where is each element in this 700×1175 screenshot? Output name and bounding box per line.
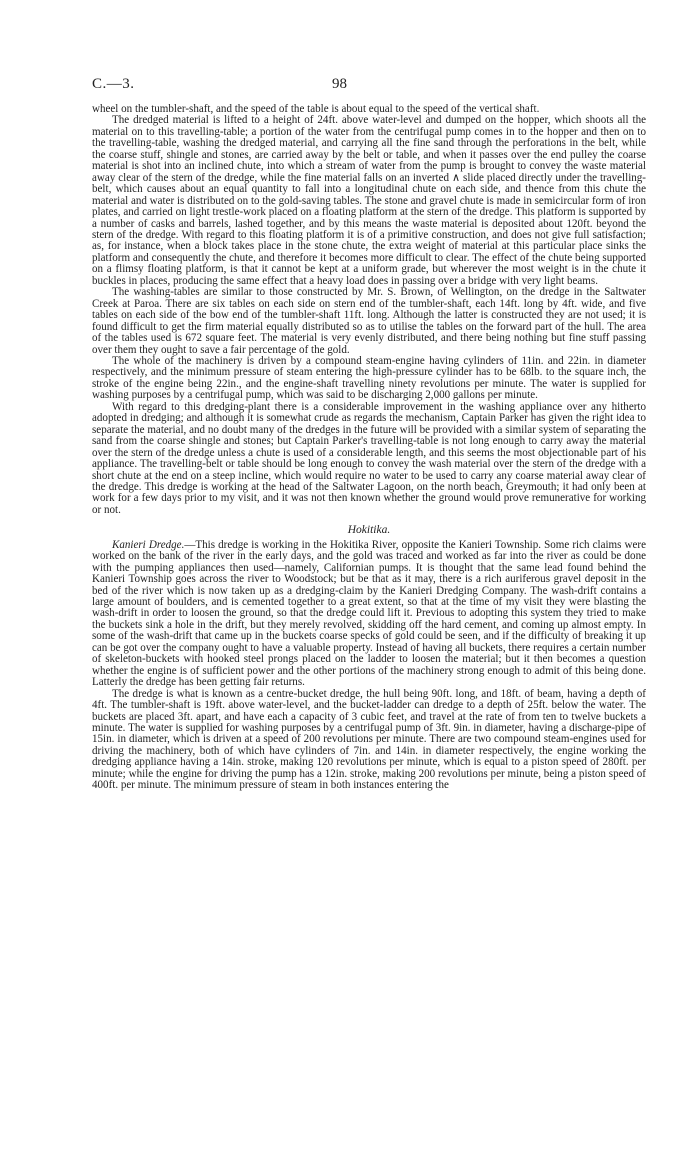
body-text (92, 104, 646, 792)
paragraph-kanieri (92, 540, 646, 689)
paragraph: The whole of the machinery is driven by a compound steam-engine having cylinders of 11in. and 22in. in diameter respectively, and the minimum pressure of steam entering the high-pressure cylinder has to be 68lb. to the square inch, the stroke of the engine being 22in., and the engine-shaft travelling ninety revolutions per minute. The water is supplied for washing purposes by a centrifugal pump, which was said to be discharging 2,000 gallons per minute. (92, 354, 646, 402)
paragraph-text: —This dredge is working in the Hokitika River, opposite the Kanieri Township. Some rich claims were worked on the bank of the river in the early days, and the gold was traced and worked as far into the river as could be done with the pumping appliances then used—namely, Californian pumps. It is thought that the same lead found behind the Kanieri Township goes across the river to Woodstock; but be that as it may, there is a rich auriferous gravel deposit in the bed of the river which is now taken up as a dredging-claim by the Kanieri Dredging Company. The wash-drift contains a large amount of boulders, and is cemented together to a great extent, so that at the time of my visit they were blasting the wash-drift in order to loosen the ground, so that the dredge could lift it. Previous to adopting this system they tried to make the buckets sink a hole in the drift, but they merely revolved, skidding off the hard cement, and coming up almost empty. In some of the wash-drift that came up in the buckets coarse specks of gold could be seen, and if the difficulty of breaking it up can be got over the company ought to have a valuable property. Instead of having all buckets, there requires a certain number of skeleton-buckets with hooked steel prongs placed on the ladder to loosen the material; but it then becomes a question whether the engine is of sufficient power and the other portions of the machinery strong enough to admit of this being done. Latterly the dredge has been getting fair returns. (92, 538, 647, 689)
paragraph: wheel on the tumbler-shaft, and the speed of the table is about equal to the speed of the vertical shaft. (92, 103, 540, 115)
run-in-heading: Kanieri Dredge. (112, 538, 185, 551)
paragraph: The washing-tables are similar to those constructed by Mr. S. Brown, of Wellington, on the dredge in the Saltwater Creek at Paroa. There are six tables on each side on stern end of the tumbler-shaft, each 14ft. long by 4ft. wide, and five tables on each side of the bow end of the tumbler-shaft 11ft. long. Although the latter is constructed they are not used; it is found difficult to get the firm material equally distributed so as to utilise the tables on the forward part of the hull. The area of the tables used is 672 square feet. The material is very evenly distributed, and there being nothing but fine stuff passing over them they ought to save a fair percentage of the gold. (92, 286, 646, 356)
paragraph: The dredge is what is known as a centre-bucket dredge, the hull being 90ft. long, and 18ft. of beam, having a depth of 4ft. The tumbler-shaft is 19ft. above water-level, and the bucket-ladder can dredge to a depth of 25ft. below the water. The buckets are placed 3ft. apart, and have each a capacity of 3 cubic feet, and travel at the rate of from ten to twelve buckets a minute. The water is supplied for washing purposes by a centrifugal pump of 3ft. 9in. in diameter, having a discharge-pipe of 15in. in diameter, which is driven at a speed of 200 revolutions per minute. There are two compound steam-engines used for driving the machinery, both of which have cylinders of 7in. and 14in. in diameter respectively, the engine working the dredging appliance having a 14in. stroke, making 120 revolutions per minute, which is equal to a piston speed of 280ft. per minute; while the engine for driving the pump has a 12in. stroke, making 200 revolutions per minute, being a piston speed of 400ft. per minute. The minimum pressure of steam in both instances entering the (92, 687, 646, 792)
paragraph: With regard to this dredging-plant there is a considerable improvement in the washing appliance over any hitherto adopted in dredging; and although it is somewhat crude as regards the mechanism, Captain Parker has given the right idea to separate the material, and no doubt many of the dredges in the future will be provided with a similar system of separating the sand from the coarse shingle and stones; but Captain Parker's travelling-table is not long enough to carry away the material over the stern of the dredge unless a chute is used of a considerable length, and this seems the most objectionable part of his appliance. The travelling-belt or table should be long enough to convey the wash material over the stern of the dredge with a short chute at the end on a steep incline, which would require no water to be used to carry any coarse material away clear of the dredge. This dredge is working at the head of the Saltwater Lagoon, on the north beach, Greymouth; it had only been at work for a few days prior to my visit, and it was not then known whether the ground would prove remunerative for working or not. (92, 400, 646, 516)
paragraph: The dredged material is lifted to a height of 24ft. above water-level and dumped on the hopper, which shoots all the material on to this travelling-table; a portion of the water from the centrifugal pump comes in to the hopper and then on to the travelling-table, washing the dredged material, and carrying all the fine sand through the perforations in the belt, while the coarse stuff, shingle and stones, are carried away by the belt or table, and when it passes over the end pulley the coarse material is shot into an inclined chute, into which a stream of water from the pump is brought to convey the waste material away clear of the stern of the dredge, while the fine material falls on an inverted ∧ slide placed directly under the travelling-belt, which causes about an equal quantity to fall into a longitudinal chute on each side, and thence from this chute the material and water is distributed on to the gold-saving tables. The stone and gravel chute is made in semicircular form of iron plates, and carried on light trestle-work placed on a floating platform at the stern of the dredge. This platform is supported by a number of casks and barrels, lashed together, and by this means the waste material is deposited about 120ft. beyond the stern of the dredge. With regard to this floating platform it is of a primitive construction, and does not give full satisfaction; as, for instance, when a block takes place in the stone chute, the extra weight of material at this particular place sinks the platform and consequently the chute, and therefore it becomes more difficult to clear. The effect of the chute being supported on a flimsy floating platform, is that it cannot be kept at a uniform grade, but wherever the most weight is in the chute it buckles in places, producing the same effect that a heavy load does in passing over a bridge with very light beams. (92, 114, 646, 287)
section-heading: Hokitika. (347, 524, 391, 537)
page-header (92, 76, 646, 100)
page-number: 98 (332, 76, 347, 92)
paper-reference: C.—3. (92, 76, 135, 92)
